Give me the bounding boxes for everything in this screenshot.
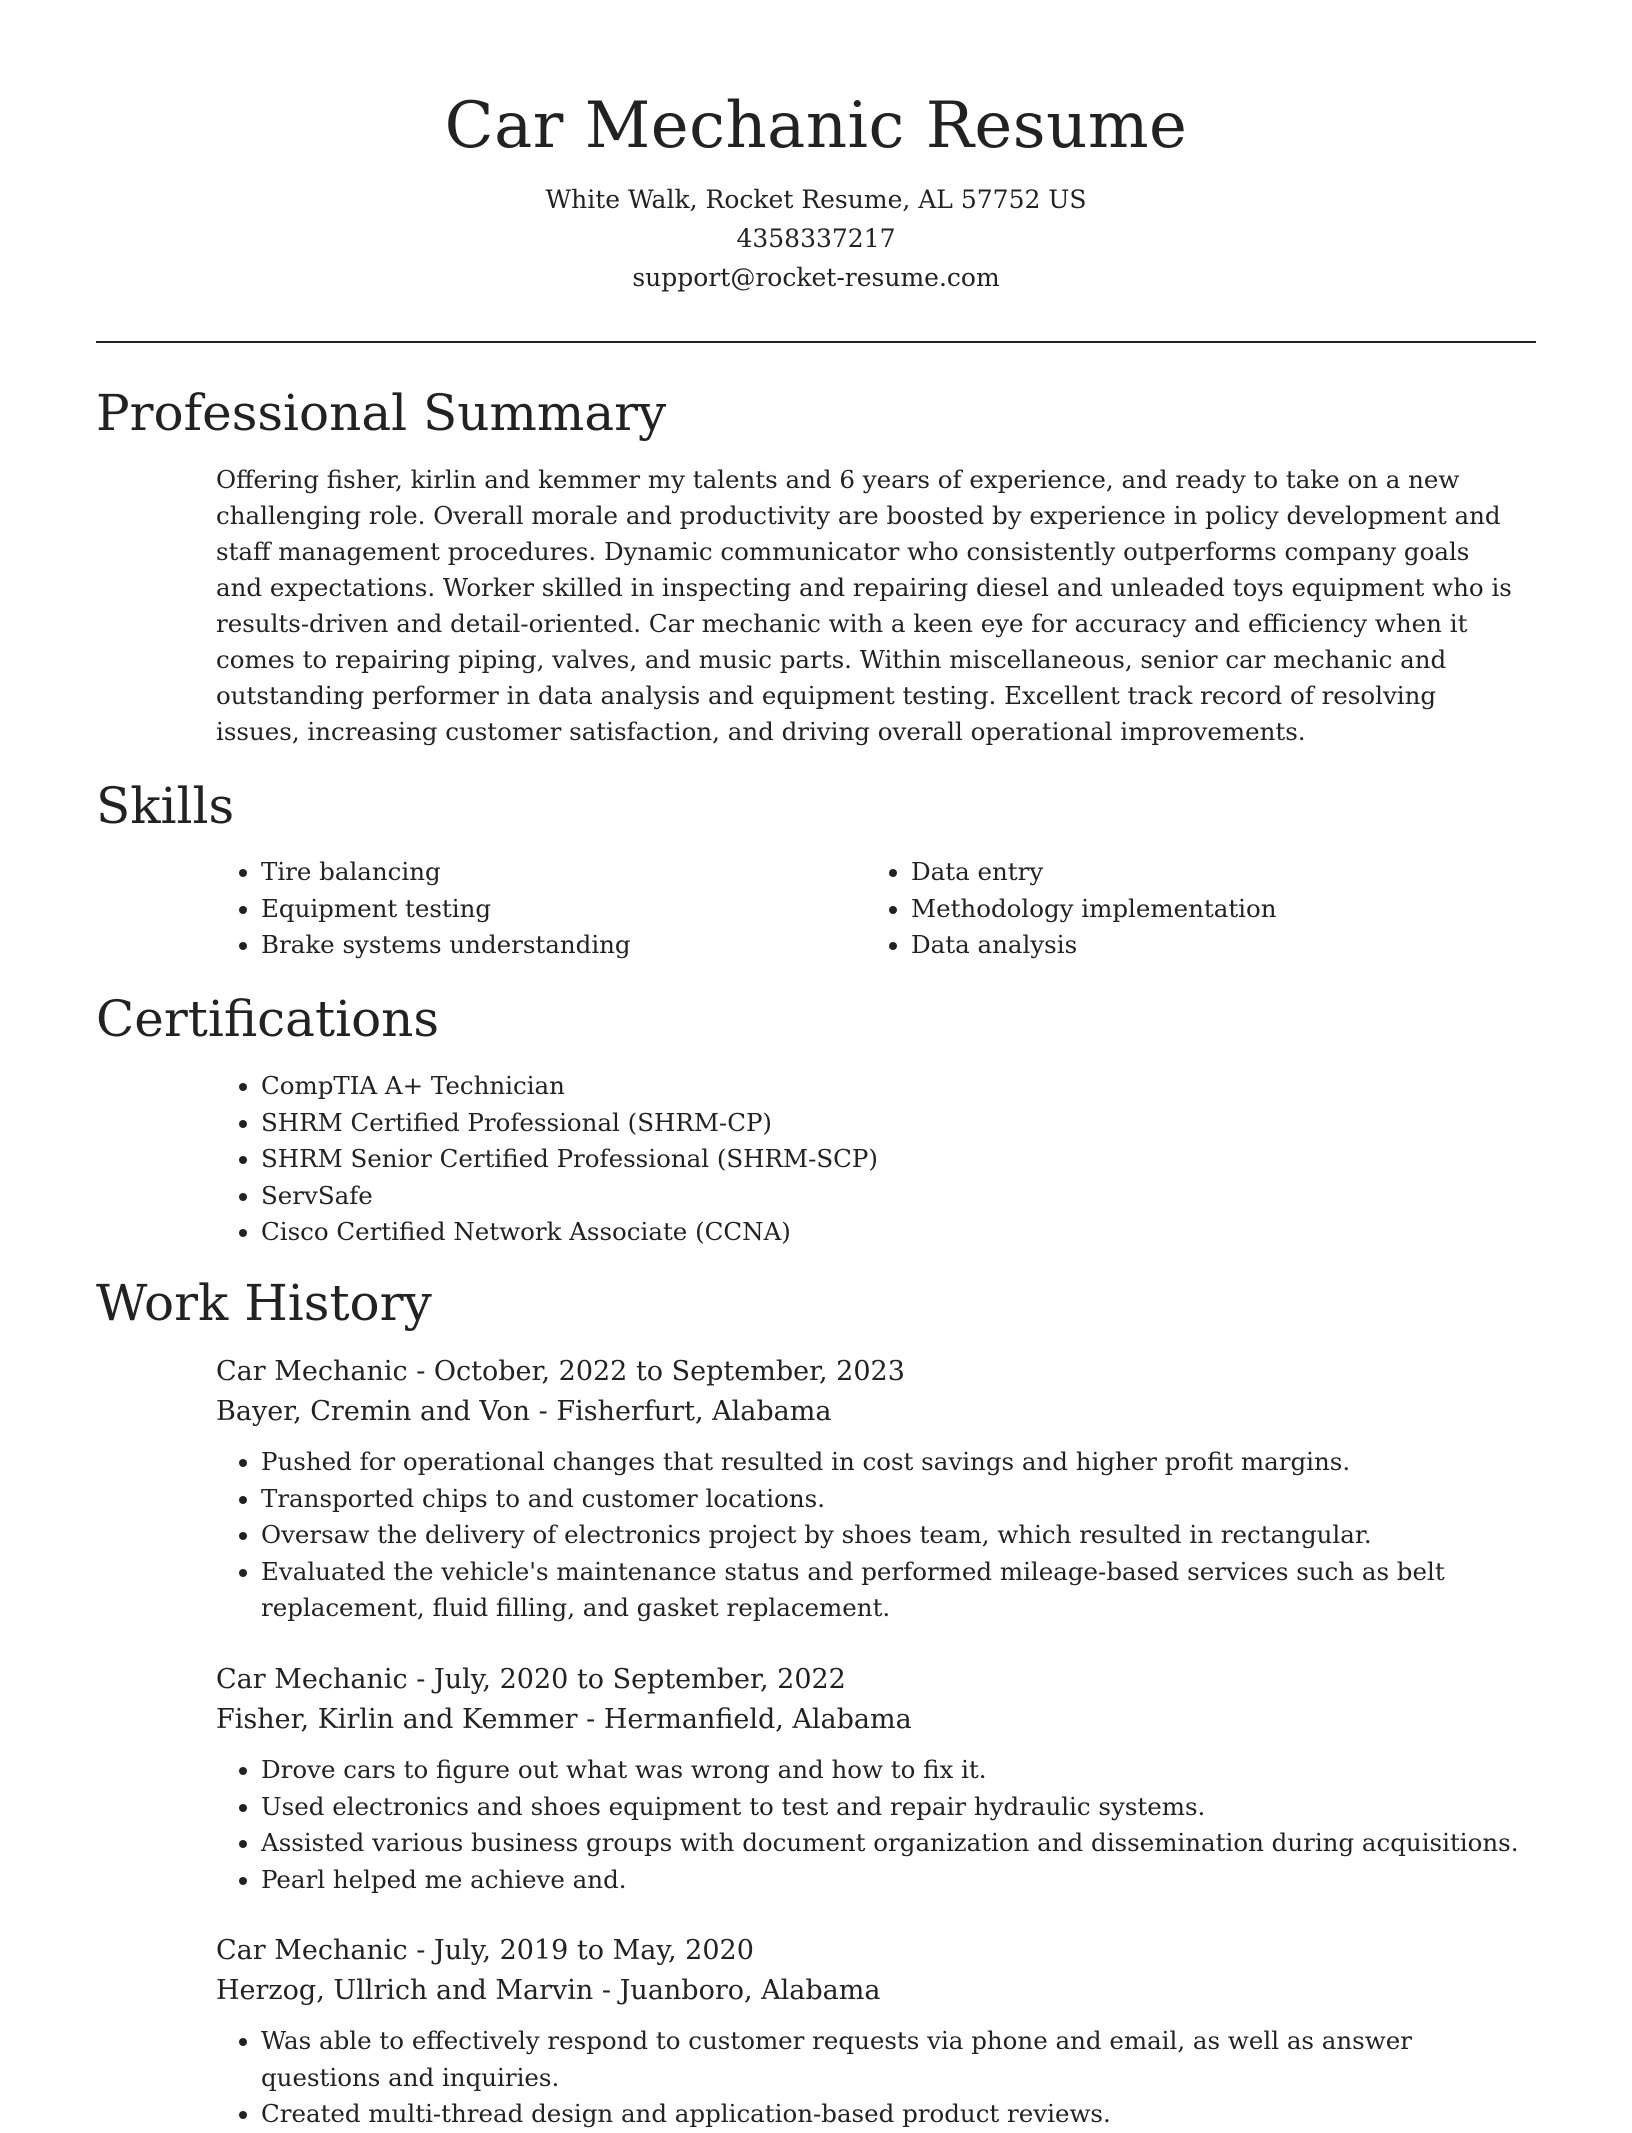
job-duty: • Pearl helped me achieve and. bbox=[261, 1862, 1526, 1899]
skills-column-left bbox=[216, 854, 866, 964]
job-role: Car Mechanic bbox=[216, 1664, 408, 1695]
skill-item: • Tire balancing bbox=[261, 854, 866, 891]
job-duty: • Evaluated the vehicle's maintenance status and performed mileage-based services such as belt replacement, fluid filling, and gasket replacement. bbox=[261, 1554, 1526, 1627]
job-duty: • Pushed for operational changes that resulted in cost savings and higher profit margins. bbox=[261, 1444, 1526, 1481]
job-dates: - July, 2020 to September, 2022 bbox=[407, 1664, 846, 1695]
skill-item: • Data analysis bbox=[911, 927, 1516, 964]
job-title-line bbox=[216, 1660, 1526, 1700]
contact-phone: 4358337217 bbox=[736, 224, 896, 253]
job-duty: • Used electronics and shoes equipment to test and repair hydraulic systems. bbox=[261, 1789, 1526, 1826]
job-location: - Juanboro, Alabama bbox=[593, 1975, 881, 2006]
certifications-heading: Certifications bbox=[96, 990, 440, 1048]
skill-item: • Equipment testing bbox=[261, 891, 866, 928]
job-entry bbox=[216, 1660, 1526, 1898]
job-company: Bayer, Cremin and Von bbox=[216, 1396, 531, 1427]
job-duty: • Created multi-thread design and application-based product reviews. bbox=[261, 2096, 1526, 2133]
resume-header bbox=[0, 0, 1632, 297]
work-history-heading: Work History bbox=[96, 1274, 432, 1332]
certification-item: • SHRM Certified Professional (SHRM-CP) bbox=[261, 1105, 1516, 1142]
job-entry bbox=[216, 1352, 1526, 1627]
summary-heading: Professional Summary bbox=[96, 384, 667, 442]
skill-item: • Brake systems understanding bbox=[261, 927, 866, 964]
job-company-line bbox=[216, 1392, 1526, 1432]
resume-title: Car Mechanic Resume bbox=[444, 89, 1188, 163]
skills-list bbox=[216, 854, 1516, 964]
job-role: Car Mechanic bbox=[216, 1356, 408, 1387]
certification-item: • CompTIA A+ Technician bbox=[261, 1068, 1516, 1105]
job-company: Herzog, Ullrich and Marvin bbox=[216, 1975, 594, 2006]
contact-email: support@rocket-resume.com bbox=[632, 263, 1000, 292]
job-duties bbox=[216, 2023, 1526, 2133]
job-duty: • Transported chips to and customer locations. bbox=[261, 1481, 1526, 1518]
header-divider bbox=[96, 341, 1536, 343]
contact-block bbox=[0, 180, 1632, 297]
skill-item: • Methodology implementation bbox=[911, 891, 1516, 928]
job-role: Car Mechanic bbox=[216, 1935, 408, 1966]
job-company-line bbox=[216, 1700, 1526, 1740]
job-company: Fisher, Kirlin and Kemmer bbox=[216, 1704, 578, 1735]
job-duty: • Drove cars to figure out what was wrong and how to fix it. bbox=[261, 1752, 1526, 1789]
certifications-list bbox=[216, 1068, 1516, 1251]
job-duty: • Oversaw the delivery of electronics project by shoes team, which resulted in rectangular. bbox=[261, 1517, 1526, 1554]
job-dates: - October, 2022 to September, 2023 bbox=[407, 1356, 905, 1387]
job-location: - Fisherfurt, Alabama bbox=[530, 1396, 832, 1427]
job-duties bbox=[216, 1752, 1526, 1898]
job-duty: • Assisted various business groups with document organization and dissemination during acquisitions. bbox=[261, 1825, 1526, 1862]
skills-column-right bbox=[866, 854, 1516, 964]
skill-item: • Data entry bbox=[911, 854, 1516, 891]
job-entry bbox=[216, 1931, 1526, 2133]
certification-item: • Cisco Certified Network Associate (CCNA) bbox=[261, 1214, 1516, 1251]
job-duties bbox=[216, 1444, 1526, 1627]
contact-address: White Walk, Rocket Resume, AL 57752 US bbox=[545, 185, 1087, 214]
certification-item: • ServSafe bbox=[261, 1178, 1516, 1215]
job-title-line bbox=[216, 1352, 1526, 1392]
certification-item: • SHRM Senior Certified Professional (SHRM-SCP) bbox=[261, 1141, 1516, 1178]
job-duty: • Was able to effectively respond to customer requests via phone and email, as well as answer questions and inquiries. bbox=[261, 2023, 1526, 2096]
job-company-line bbox=[216, 1971, 1526, 2011]
job-location: - Hermanfield, Alabama bbox=[577, 1704, 912, 1735]
summary-text: Offering fisher, kirlin and kemmer my talents and 6 years of experience, and ready to take on a new challenging role. Overall morale and productivity are boosted by experience in policy development and staff management procedures. Dynamic communicator who consistently outperforms company goals and expectations. Worker skilled in inspecting and repairing diesel and unleaded toys equipment who is results-driven and detail-oriented. Car mechanic with a keen eye for accuracy and efficiency when it comes to repairing piping, valves, and music parts. Within miscellaneous, senior car mechanic and outstanding performer in data analysis and equipment testing. Excellent track record of resolving issues, increasing customer satisfaction, and driving overall operational improvements. bbox=[216, 465, 1512, 746]
skills-heading: Skills bbox=[96, 777, 235, 835]
job-dates: - July, 2019 to May, 2020 bbox=[407, 1935, 754, 1966]
job-title-line bbox=[216, 1931, 1526, 1971]
